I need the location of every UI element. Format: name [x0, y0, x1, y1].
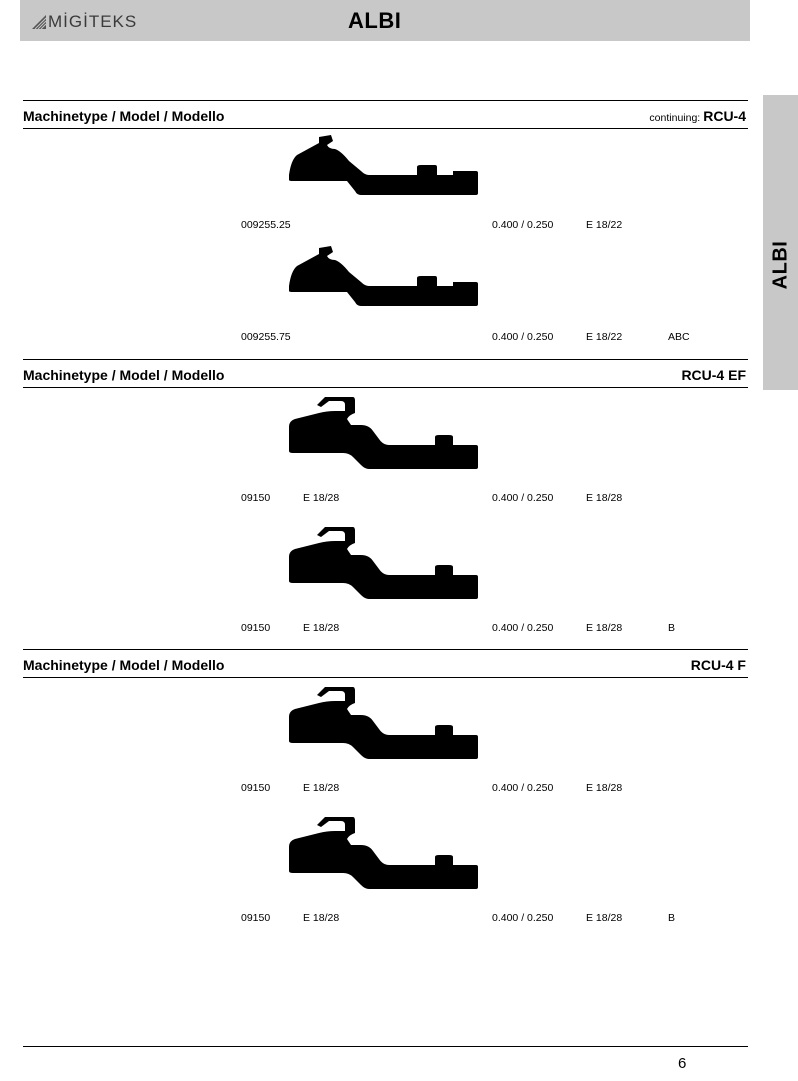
item-feed: E 18/28 — [586, 912, 623, 924]
section-rcu-4-ef — [23, 359, 748, 634]
side-tab-label: ALBI — [769, 240, 791, 290]
model-value: RCU-4 — [703, 108, 746, 124]
profile-drawing — [289, 391, 483, 479]
item-feed: E 18/22 — [586, 219, 623, 231]
item-gauge: 0.400 / 0.250 — [492, 622, 554, 634]
item-gauge: 0.400 / 0.250 — [492, 912, 554, 924]
header-bar — [20, 0, 750, 41]
continuing-label: continuing: — [649, 112, 701, 124]
logo-text: MİGİTEKS — [48, 12, 138, 31]
item-feed: E 18/28 — [586, 492, 623, 504]
section-rcu-4 — [23, 100, 748, 343]
item-gauge: 0.400 / 0.250 — [492, 492, 554, 504]
profile-drawing — [289, 521, 483, 609]
item-code: 09150 — [241, 782, 271, 794]
profile-drawing — [289, 681, 483, 769]
section-header — [23, 100, 748, 129]
model-name — [678, 367, 746, 383]
model-name — [688, 657, 746, 673]
profile-drawing — [289, 246, 483, 316]
side-tab — [763, 95, 798, 390]
item-feed: E 18/22 — [586, 331, 623, 343]
profile-drawing — [289, 811, 483, 899]
machinetype-label: Machinetype / Model / Modello — [23, 657, 225, 673]
item-code: 09150 — [241, 492, 271, 504]
page-number: 6 — [678, 1055, 687, 1072]
page-title: ALBI — [348, 8, 402, 33]
item-feed: E 18/28 — [586, 782, 623, 794]
item-note: ABC — [668, 331, 690, 343]
item-gauge: 0.400 / 0.250 — [492, 331, 554, 343]
migiteks-logo — [32, 10, 137, 34]
profile-drawing — [289, 135, 483, 205]
item-gauge: 0.400 / 0.250 — [492, 782, 554, 794]
logo-stripes-icon — [32, 15, 46, 29]
item-note: B — [668, 622, 676, 634]
section-header — [23, 359, 748, 388]
machinetype-label: Machinetype / Model / Modello — [23, 367, 225, 383]
item-size: E 18/28 — [303, 782, 340, 794]
machinetype-label: Machinetype / Model / Modello — [23, 108, 225, 124]
model-name — [649, 108, 746, 124]
item-size: E 18/28 — [303, 912, 340, 924]
item-gauge: 0.400 / 0.250 — [492, 219, 554, 231]
model-value: RCU-4 EF — [681, 367, 746, 383]
item-size: E 18/28 — [303, 622, 340, 634]
item-code: 009255.25 — [241, 219, 291, 231]
item-code: 09150 — [241, 622, 271, 634]
item-size: E 18/28 — [303, 492, 340, 504]
item-code: 09150 — [241, 912, 271, 924]
section-rcu-4-f — [23, 649, 748, 924]
section-header — [23, 649, 748, 678]
item-note: B — [668, 912, 676, 924]
item-code: 009255.75 — [241, 331, 291, 343]
item-feed: E 18/28 — [586, 622, 623, 634]
footer-divider — [23, 1046, 748, 1047]
model-value: RCU-4 F — [690, 657, 746, 673]
